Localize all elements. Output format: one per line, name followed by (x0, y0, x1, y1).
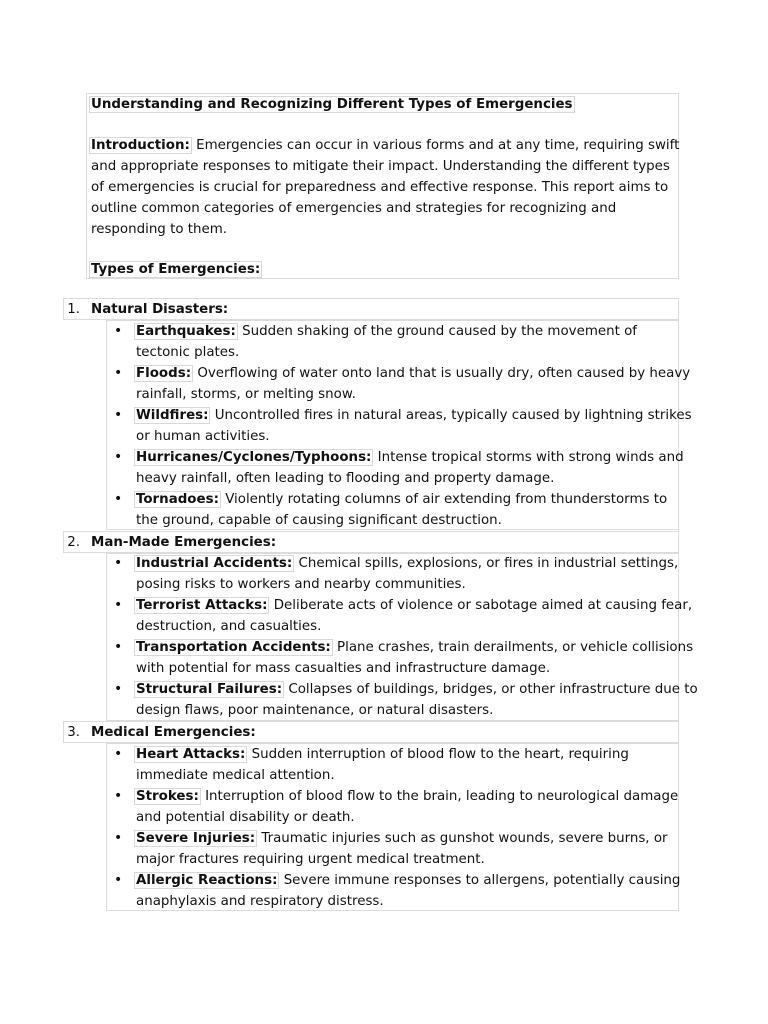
item-text: Plane crashes, train derailments, or vehicle collisions (337, 640, 694, 655)
list-item (136, 363, 690, 384)
bullet-icon: • (114, 449, 123, 465)
intro-text-1: Emergencies can occur in various forms and at any time, requiring swift (196, 138, 680, 153)
list-item (136, 553, 678, 574)
bullet-icon: • (114, 681, 123, 697)
item-term: Heart Attacks: (136, 747, 246, 762)
intro-line-2 (91, 156, 670, 177)
list-item (136, 870, 680, 891)
list-item (136, 637, 693, 658)
item-text-cont: the ground, capable of causing significant destruction. (136, 513, 502, 528)
item-term: Strokes: (136, 789, 199, 804)
item-text: Intense tropical storms with strong winds and (377, 450, 684, 465)
item-text-cont: destruction, and casualties. (136, 619, 322, 634)
item-text-cont: anaphylaxis and respiratory distress. (136, 894, 384, 909)
document-title (91, 94, 575, 115)
intro-label: Introduction: (91, 138, 190, 153)
intro-text-2: and appropriate responses to mitigate their impact. Understanding the different types (91, 159, 670, 174)
item-term: Floods: (136, 366, 192, 381)
item-text-cont: and potential disability or death. (136, 810, 355, 825)
item-text-cont: heavy rainfall, often leading to flooding and property damage. (136, 471, 555, 486)
section-2-heading: Man-Made Emergencies: (91, 535, 277, 550)
bullet-icon: • (114, 746, 123, 762)
section-3-heading: Medical Emergencies: (91, 725, 256, 740)
list-item (136, 744, 629, 765)
item-text: Overflowing of water onto land that is usually dry, often caused by heavy (197, 366, 691, 381)
item-term: Structural Failures: (136, 682, 283, 697)
intro-line-1 (91, 135, 679, 156)
item-text: Deliberate acts of violence or sabotage aimed at causing fear, (273, 598, 693, 613)
bullet-icon: • (114, 491, 123, 507)
item-text-cont: posing risks to workers and nearby communities. (136, 577, 466, 592)
item-text: Collapses of buildings, bridges, or other infrastructure due to (288, 682, 698, 697)
item-text-cont: design flaws, poor maintenance, or natural disasters. (136, 703, 494, 718)
list-item (136, 828, 668, 849)
item-text: Severe immune responses to allergens, potentially causing (283, 873, 681, 888)
bullet-icon: • (114, 597, 123, 613)
item-text-cont: major fractures requiring urgent medical treatment. (136, 852, 485, 867)
bullet-icon: • (114, 323, 123, 339)
intro-line-3 (91, 177, 668, 198)
intro-line-4 (91, 198, 616, 219)
item-term: Terrorist Attacks: (136, 598, 268, 613)
item-text-cont: or human activities. (136, 429, 270, 444)
bullet-icon: • (114, 830, 123, 846)
bullet-icon: • (114, 407, 123, 423)
item-text: Interruption of blood flow to the brain, leading to neurological damage (205, 789, 679, 804)
list-item (136, 786, 678, 807)
intro-line-5 (91, 219, 227, 240)
item-term: Severe Injuries: (136, 831, 256, 846)
document-title-text: Understanding and Recognizing Different Types of Emergencies (91, 97, 573, 112)
bullet-icon: • (114, 555, 123, 571)
list-item (136, 595, 692, 616)
item-text: Uncontrolled fires in natural areas, typically caused by lightning strikes (214, 408, 692, 423)
types-heading (91, 259, 262, 280)
item-text: Sudden shaking of the ground caused by the movement of (242, 324, 637, 339)
item-text: Chemical spills, explosions, or fires in industrial settings, (298, 556, 679, 571)
item-text: Sudden interruption of blood flow to the heart, requiring (251, 747, 629, 762)
bullet-icon: • (114, 788, 123, 804)
item-term: Tornadoes: (136, 492, 219, 507)
item-text-cont: immediate medical attention. (136, 768, 335, 783)
item-text-cont: rainfall, storms, or melting snow. (136, 387, 356, 402)
item-term: Earthquakes: (136, 324, 236, 339)
list-item (136, 679, 698, 700)
types-heading-text: Types of Emergencies: (91, 262, 261, 277)
item-term: Allergic Reactions: (136, 873, 278, 888)
list-item (136, 405, 692, 426)
intro-text-3: of emergencies is crucial for preparedness and effective response. This report aims to (91, 180, 669, 195)
section-1-heading: Natural Disasters: (91, 302, 229, 317)
list-item (136, 489, 667, 510)
item-term: Hurricanes/Cyclones/Typhoons: (136, 450, 372, 465)
bullet-icon: • (114, 872, 123, 888)
item-term: Wildfires: (136, 408, 209, 423)
list-item (136, 321, 637, 342)
item-term: Industrial Accidents: (136, 556, 293, 571)
section-1-number: 1. (67, 302, 80, 317)
bullet-icon: • (114, 639, 123, 655)
item-text-cont: with potential for mass casualties and infrastructure damage. (136, 661, 551, 676)
item-text: Violently rotating columns of air extending from thunderstorms to (225, 492, 668, 507)
section-3-number: 3. (67, 725, 80, 740)
section-2-number: 2. (67, 535, 80, 550)
item-text-cont: tectonic plates. (136, 345, 240, 360)
item-term: Transportation Accidents: (136, 640, 331, 655)
bullet-icon: • (114, 365, 123, 381)
item-text: Traumatic injuries such as gunshot wounds, severe burns, or (261, 831, 668, 846)
intro-text-4: outline common categories of emergencies and strategies for recognizing and (91, 201, 617, 216)
list-item (136, 447, 684, 468)
intro-text-5: responding to them. (91, 222, 228, 237)
